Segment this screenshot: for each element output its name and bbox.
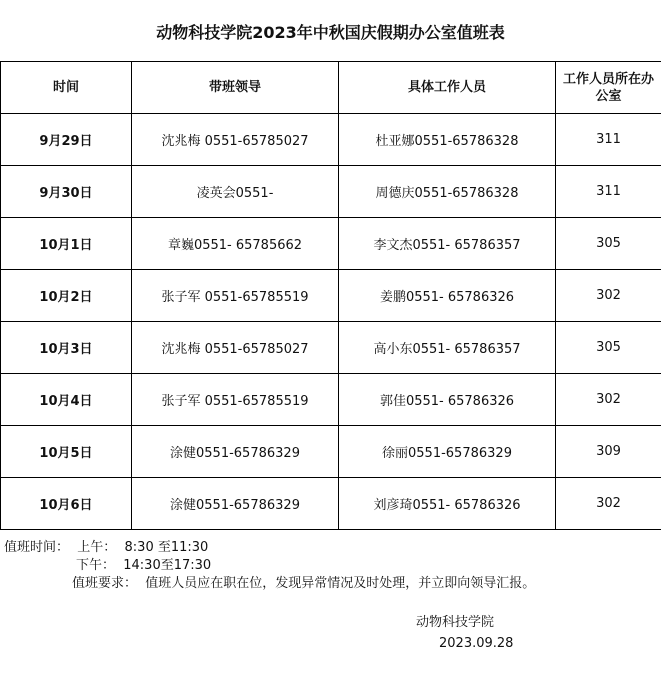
staff-cell: 李文杰0551- 65786357 [339,218,556,270]
office-cell: 302 [556,374,661,426]
office-cell: 305 [556,322,661,374]
signature-date: 2023.09.28 [439,636,514,651]
table-row [1,478,661,530]
table-row [1,374,661,426]
leader-cell: 张子军 0551-65785519 [132,374,339,426]
date-cell: 10月4日 [1,374,132,426]
table-row [1,322,661,374]
table-row [1,218,661,270]
signature-org: 动物科技学院 [416,615,495,630]
leader-cell: 涂健0551-65786329 [132,426,339,478]
date-cell: 10月2日 [1,270,132,322]
leader-cell: 章巍0551- 65785662 [132,218,339,270]
office-cell: 302 [556,478,661,530]
office-cell: 309 [556,426,661,478]
date-cell: 10月3日 [1,322,132,374]
page-title: 动物科技学院2023年中秋国庆假期办公室值班表 [156,22,505,42]
office-cell: 311 [556,114,661,166]
staff-cell: 高小东0551- 65786357 [339,322,556,374]
table-header-row [1,62,661,114]
staff-cell: 徐丽0551-65786329 [339,426,556,478]
header-time: 时间 [1,62,132,114]
table-row [1,166,661,218]
signature-block [416,612,513,654]
leader-cell: 涂健0551-65786329 [132,478,339,530]
duty-requirements: 值班要求： 值班人员应在职在位，发现异常情况及时处理，并立即向领导汇报。 [72,576,536,591]
duty-notes [4,539,535,593]
header-office-label: 工作人员所在办公室 [562,71,654,104]
date-cell: 10月5日 [1,426,132,478]
office-cell: 302 [556,270,661,322]
office-cell: 311 [556,166,661,218]
header-staff: 具体工作人员 [339,62,556,114]
leader-cell: 凌英会0551- [132,166,339,218]
leader-cell: 张子军 0551-65785519 [132,270,339,322]
staff-cell: 刘彦琦0551- 65786326 [339,478,556,530]
date-cell: 9月29日 [1,114,132,166]
staff-cell: 姜鹏0551- 65786326 [339,270,556,322]
date-cell: 9月30日 [1,166,132,218]
leader-cell: 沈兆梅 0551-65785027 [132,322,339,374]
duty-table [0,61,661,530]
header-office [556,62,661,114]
date-cell: 10月6日 [1,478,132,530]
staff-cell: 杜亚娜0551-65786328 [339,114,556,166]
leader-cell: 沈兆梅 0551-65785027 [132,114,339,166]
duty-time-afternoon: 下午： 14:30至17:30 [76,558,212,573]
staff-cell: 周德庆0551-65786328 [339,166,556,218]
office-cell: 305 [556,218,661,270]
table-row [1,426,661,478]
table-row [1,270,661,322]
table-row [1,114,661,166]
date-cell: 10月1日 [1,218,132,270]
staff-cell: 郭佳0551- 65786326 [339,374,556,426]
duty-time-morning: 值班时间： 上午： 8:30 至11:30 [4,540,209,555]
header-leader: 带班领导 [132,62,339,114]
